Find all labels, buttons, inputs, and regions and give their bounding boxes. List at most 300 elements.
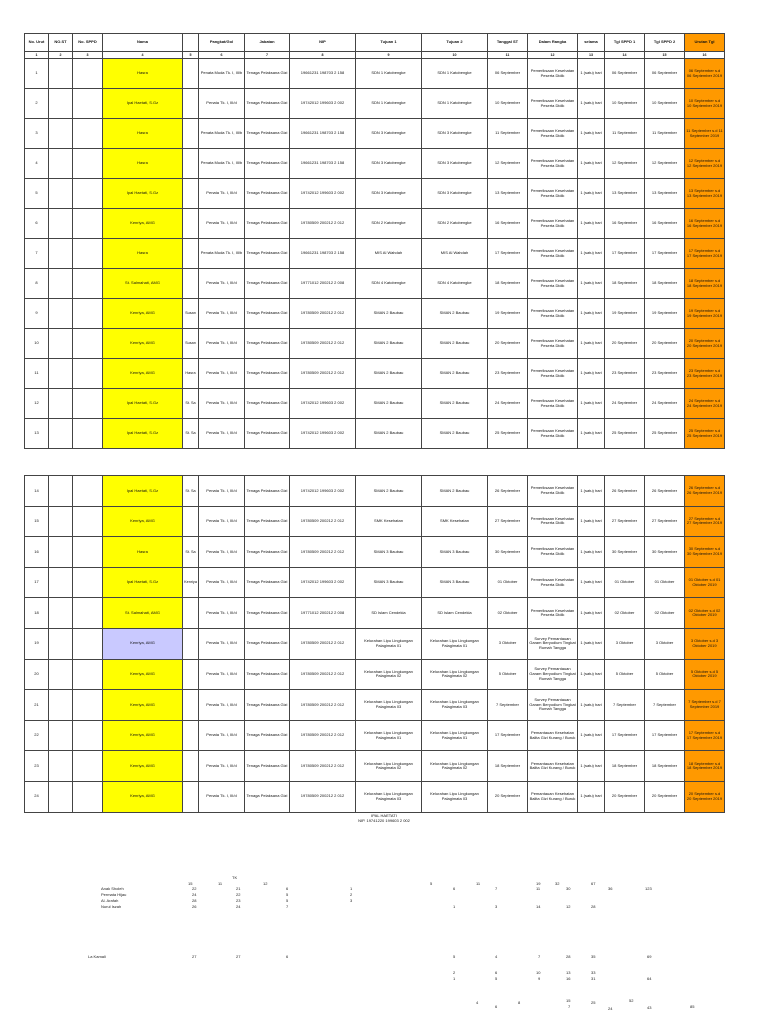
nip-cell: 19780509 200212 2 012: [290, 299, 356, 329]
summary-cell: 6: [495, 970, 498, 975]
sppd-date-2-cell: 02 Oktober: [645, 598, 685, 629]
duration-cell: 1 (satu) hari: [578, 209, 605, 239]
rank-cell: Penata Tk. I, III/d: [199, 269, 245, 299]
summary-cell: 22: [192, 886, 197, 891]
destination-1-cell: Kelurahan Lipu Lingkungan Palagimata 03: [356, 781, 422, 812]
destination-2-cell: Kelurahan Lipu Lingkungan Palagimata 02: [422, 659, 488, 690]
summary-cell: 21: [236, 886, 241, 891]
table-row: [25, 359, 725, 389]
summary-cell: 5: [286, 898, 289, 903]
extra-name-cell: [183, 659, 199, 690]
sppd-date-2-cell: 06 September: [645, 59, 685, 89]
rank-cell: Penata Muda Tk. I, III/b: [199, 119, 245, 149]
column-number-cell: 8: [290, 52, 356, 59]
position-cell: Tenaga Pelaksana Gizi: [245, 89, 290, 119]
name-cell: St. Salmahati, AMG: [103, 269, 183, 299]
position-cell: Tenaga Pelaksana Gizi: [245, 476, 290, 507]
summary-cell: 3: [350, 898, 353, 903]
summary-cell: 27: [236, 954, 241, 959]
destination-2-cell: SMAN 2 Baubau: [422, 359, 488, 389]
summary-cell: 27: [192, 954, 197, 959]
destination-1-cell: SDN 1 Katobengke: [356, 89, 422, 119]
header-cell: Tujuan 2: [422, 34, 488, 52]
header-cell: No. SPPD: [73, 34, 103, 52]
table-row: [25, 476, 725, 507]
sppd-date-1-cell: 18 September: [605, 751, 645, 782]
no-sppd: [73, 506, 103, 537]
nip-cell: 19780509 200212 2 012: [290, 359, 356, 389]
summary-cell: 2: [453, 970, 456, 975]
rank-cell: Penata Tk. I, III/d: [199, 781, 245, 812]
rank-cell: Penata Tk. I, III/d: [199, 299, 245, 329]
no-st: [49, 329, 73, 359]
nip-cell: 19780509 200212 2 012: [290, 781, 356, 812]
summary-cell: Al. Arafah: [101, 898, 119, 903]
duration-cell: 1 (satu) hari: [578, 359, 605, 389]
table-row: [25, 299, 725, 329]
table-row: [25, 751, 725, 782]
nip-cell: 19742012 199603 2 002: [290, 179, 356, 209]
sppd-date-1-cell: 24 September: [605, 389, 645, 419]
st-date-cell: 17 September: [488, 720, 528, 751]
extra-name-cell: [183, 269, 199, 299]
header-cell: selama: [578, 34, 605, 52]
extra-name-cell: St. Sa: [183, 476, 199, 507]
date-range-cell: 17 September s.d 17 September 2019: [685, 720, 725, 751]
column-number-cell: 3: [73, 52, 103, 59]
summary-cell: 11: [218, 881, 223, 886]
position-cell: Tenaga Pelaksana Gizi: [245, 389, 290, 419]
column-number-cell: 4: [103, 52, 183, 59]
sppd-date-2-cell: 5 Oktober: [645, 659, 685, 690]
st-date-cell: 7 September: [488, 690, 528, 721]
destination-2-cell: SMAN 3 Baubau: [422, 537, 488, 568]
summary-cell: 2: [350, 892, 353, 897]
summary-cell: 24: [192, 892, 197, 897]
nip-cell: 19661231 198703 2 158: [290, 59, 356, 89]
no-sppd: [73, 59, 103, 89]
name-cell: Kenriya, AMG: [103, 506, 183, 537]
row-number: 8: [25, 269, 49, 299]
name-cell: Kenriya, AMG: [103, 628, 183, 659]
position-cell: Tenaga Pelaksana Gizi: [245, 359, 290, 389]
summary-cell: 7: [286, 904, 289, 909]
table-row: [25, 690, 725, 721]
sppd-date-2-cell: 7 September: [645, 690, 685, 721]
destination-1-cell: SD Islam Cendekia: [356, 598, 422, 629]
summary-cell: 6: [286, 954, 289, 959]
no-st: [49, 628, 73, 659]
purpose-cell: Pemeriksaan Kesehatan Peserta Didik: [528, 329, 578, 359]
no-st: [49, 567, 73, 598]
summary-cell: 7: [568, 1004, 571, 1009]
header-cell: No. Urut: [25, 34, 49, 52]
duration-cell: 1 (satu) hari: [578, 119, 605, 149]
column-number-cell: 15: [645, 52, 685, 59]
nip-cell: 19661231 198703 2 158: [290, 239, 356, 269]
name-cell: St. Salmahati, AMG: [103, 598, 183, 629]
destination-1-cell: Kelurahan Lipu Lingkungan Palagimata 01: [356, 720, 422, 751]
destination-2-cell: Kelurahan Lipu Lingkungan Palagimata 03: [422, 781, 488, 812]
table-row: [25, 567, 725, 598]
header-cell: Pangkat/Gol: [199, 34, 245, 52]
extra-name-cell: [183, 781, 199, 812]
sppd-date-2-cell: 20 September: [645, 781, 685, 812]
sppd-date-2-cell: 17 September: [645, 720, 685, 751]
no-st: [49, 690, 73, 721]
row-number: 19: [25, 628, 49, 659]
rank-cell: Penata Tk. I, III/d: [199, 690, 245, 721]
rank-cell: Penata Tk. I, III/d: [199, 720, 245, 751]
column-number-cell: 6: [199, 52, 245, 59]
sppd-date-1-cell: 01 Oktober: [605, 567, 645, 598]
row-number: 15: [25, 506, 49, 537]
name-cell: Ipal Haetati, S.Gz: [103, 419, 183, 449]
name-cell: Hasra: [103, 119, 183, 149]
no-st: [49, 476, 73, 507]
position-cell: Tenaga Pelaksana Gizi: [245, 690, 290, 721]
summary-cell: 31: [591, 976, 596, 981]
destination-1-cell: SDN 4 Katobengke: [356, 269, 422, 299]
date-range-cell: 26 September s.d 26 September 2019: [685, 476, 725, 507]
st-date-cell: 30 September: [488, 537, 528, 568]
summary-cell: 15: [188, 881, 193, 886]
purpose-cell: Pemeriksaan Kesehatan Peserta Didik: [528, 239, 578, 269]
extra-name-cell: [183, 239, 199, 269]
sppd-date-2-cell: 10 September: [645, 89, 685, 119]
st-date-cell: 5 Oktober: [488, 659, 528, 690]
destination-2-cell: Kelurahan Lipu Lingkungan Palagimata 01: [422, 720, 488, 751]
destination-1-cell: SMAN 3 Baubau: [356, 537, 422, 568]
row-number: 24: [25, 781, 49, 812]
nip-cell: 19771012 200212 2 008: [290, 598, 356, 629]
summary-cell: 23: [236, 898, 241, 903]
sppd-date-1-cell: 17 September: [605, 720, 645, 751]
row-number: 1: [25, 59, 49, 89]
row-number: 20: [25, 659, 49, 690]
no-st: [49, 179, 73, 209]
header-cell: Tgl SPPD 1: [605, 34, 645, 52]
rank-cell: Penata Tk. I, III/d: [199, 359, 245, 389]
purpose-cell: Survey Pemantauan Garam Beryodium Tingkat Rumah Tangga: [528, 659, 578, 690]
sppd-date-1-cell: 10 September: [605, 89, 645, 119]
summary-cell: 30: [566, 886, 571, 891]
column-number-cell: 1: [25, 52, 49, 59]
nip-cell: 19742012 199603 2 002: [290, 567, 356, 598]
purpose-cell: Survey Pemantauan Garam Beryodium Tingkat Rumah Tangga: [528, 628, 578, 659]
summary-cell: 5: [453, 954, 456, 959]
duration-cell: 1 (satu) hari: [578, 179, 605, 209]
destination-1-cell: SDN 1 Katobengke: [356, 59, 422, 89]
st-date-cell: 18 September: [488, 751, 528, 782]
table-row: [25, 598, 725, 629]
position-cell: Tenaga Pelaksana Gizi: [245, 209, 290, 239]
header-cell: Jabatan: [245, 34, 290, 52]
destination-1-cell: SDN 3 Katobengke: [356, 119, 422, 149]
name-cell: Hasra: [103, 537, 183, 568]
header-cell: Dalam Rangka: [528, 34, 578, 52]
position-cell: Tenaga Pelaksana Gizi: [245, 659, 290, 690]
name-cell: Hasra: [103, 149, 183, 179]
date-range-cell: 12 September s.d 12 September 2019: [685, 149, 725, 179]
rank-cell: Penata Muda Tk. I, III/b: [199, 59, 245, 89]
rank-cell: Penata Tk. I, III/d: [199, 476, 245, 507]
extra-name-cell: [183, 628, 199, 659]
destination-2-cell: SMAN 2 Baubau: [422, 476, 488, 507]
no-sppd: [73, 419, 103, 449]
no-st: [49, 359, 73, 389]
duration-cell: 1 (satu) hari: [578, 598, 605, 629]
no-st: [49, 299, 73, 329]
position-cell: Tenaga Pelaksana Gizi: [245, 567, 290, 598]
destination-2-cell: SMAN 2 Baubau: [422, 299, 488, 329]
nip-cell: 19780509 200212 2 012: [290, 690, 356, 721]
extra-name-cell: [183, 598, 199, 629]
sppd-date-2-cell: 18 September: [645, 751, 685, 782]
position-cell: Tenaga Pelaksana Gizi: [245, 329, 290, 359]
rank-cell: Penata Tk. I, III/d: [199, 506, 245, 537]
summary-cell: 12: [566, 904, 571, 909]
destination-1-cell: SMAN 2 Baubau: [356, 476, 422, 507]
duration-cell: 1 (satu) hari: [578, 781, 605, 812]
date-range-cell: 24 September s.d 24 September 2019: [685, 389, 725, 419]
summary-cell: 6: [453, 886, 456, 891]
summary-cell: 22: [236, 892, 241, 897]
destination-2-cell: SDN 1 Katobengke: [422, 89, 488, 119]
summary-cell: 16: [566, 976, 571, 981]
sppd-date-1-cell: 06 September: [605, 59, 645, 89]
purpose-cell: Pemeriksaan Kesehatan Peserta Didik: [528, 506, 578, 537]
sppd-date-2-cell: 19 September: [645, 299, 685, 329]
row-number: 12: [25, 389, 49, 419]
table-row: [25, 720, 725, 751]
summary-cell: 26: [192, 904, 197, 909]
table-row: [25, 419, 725, 449]
date-range-cell: 19 September s.d 19 September 2019: [685, 299, 725, 329]
purpose-cell: Pemantauan Kesehatan Balita Gizi Kurang / Buruk: [528, 720, 578, 751]
purpose-cell: Pemeriksaan Kesehatan Peserta Didik: [528, 119, 578, 149]
header-cell: Tujuan 1: [356, 34, 422, 52]
date-range-cell: 7 September s.d 7 September 2019: [685, 690, 725, 721]
summary-cell: 28: [192, 898, 197, 903]
no-sppd: [73, 567, 103, 598]
table-row: [25, 179, 725, 209]
sppd-date-1-cell: 13 September: [605, 179, 645, 209]
no-st: [49, 209, 73, 239]
date-range-cell: 20 September s.d 20 September 2019: [685, 329, 725, 359]
sppd-date-2-cell: 12 September: [645, 149, 685, 179]
summary-cell: 32: [555, 881, 560, 886]
purpose-cell: Pemeriksaan Kesehatan Peserta Didik: [528, 299, 578, 329]
summary-cell: 64: [647, 976, 652, 981]
name-cell: Ipal Haetati, S.Gz: [103, 179, 183, 209]
name-cell: Kenriya, AMG: [103, 659, 183, 690]
destination-2-cell: SMAN 2 Baubau: [422, 419, 488, 449]
sppd-date-1-cell: 18 September: [605, 269, 645, 299]
nip-cell: 19780509 200212 2 012: [290, 628, 356, 659]
position-cell: Tenaga Pelaksana Gizi: [245, 537, 290, 568]
destination-1-cell: SMAN 2 Baubau: [356, 389, 422, 419]
name-cell: Kenriya, AMG: [103, 751, 183, 782]
row-number: 23: [25, 751, 49, 782]
purpose-cell: Pemeriksaan Kesehatan Peserta Didik: [528, 419, 578, 449]
sppd-date-1-cell: 02 Oktober: [605, 598, 645, 629]
destination-2-cell: SDN 3 Katobengke: [422, 119, 488, 149]
extra-name-cell: [183, 751, 199, 782]
no-st: [49, 239, 73, 269]
name-cell: Kenriya, AMG: [103, 299, 183, 329]
st-date-cell: 17 September: [488, 239, 528, 269]
extra-name-cell: St. Sa: [183, 537, 199, 568]
purpose-cell: Pemeriksaan Kesehatan Peserta Didik: [528, 389, 578, 419]
sppd-date-1-cell: 5 Oktober: [605, 659, 645, 690]
extra-name-cell: Susan: [183, 299, 199, 329]
sppd-date-1-cell: 7 September: [605, 690, 645, 721]
st-date-cell: 16 September: [488, 209, 528, 239]
column-number-cell: 5: [183, 52, 199, 59]
position-cell: Tenaga Pelaksana Gizi: [245, 419, 290, 449]
column-number-cell: 11: [488, 52, 528, 59]
st-date-cell: 20 September: [488, 781, 528, 812]
table-row: [25, 389, 725, 419]
position-cell: Tenaga Pelaksana Gizi: [245, 299, 290, 329]
position-cell: Tenaga Pelaksana Gizi: [245, 506, 290, 537]
summary-cell: 33: [591, 970, 596, 975]
summary-cell: 1: [453, 904, 456, 909]
duration-cell: 1 (satu) hari: [578, 239, 605, 269]
name-cell: Ipal Haetati, S.Gz: [103, 476, 183, 507]
destination-2-cell: SDN 1 Katobengke: [422, 59, 488, 89]
summary-cell: 67: [591, 881, 596, 886]
row-number: 2: [25, 89, 49, 119]
header-cell: NO.ST: [49, 34, 73, 52]
duration-cell: 1 (satu) hari: [578, 628, 605, 659]
summary-cell: 3: [495, 904, 498, 909]
name-cell: Ipal Haetati, S.Gz: [103, 89, 183, 119]
table-row: [25, 239, 725, 269]
summary-cell: 7: [495, 886, 498, 891]
summary-cell: 9: [538, 976, 541, 981]
sppd-date-2-cell: 25 September: [645, 419, 685, 449]
date-range-cell: 13 September s.d 13 September 2019: [685, 179, 725, 209]
date-range-cell: 23 September s.d 23 September 2019: [685, 359, 725, 389]
position-cell: Tenaga Pelaksana Gizi: [245, 269, 290, 299]
date-range-cell: 16 September s.d 16 September 2019: [685, 209, 725, 239]
nip-cell: 19661231 198703 2 158: [290, 149, 356, 179]
sppd-date-1-cell: 20 September: [605, 781, 645, 812]
rank-cell: Penata Tk. I, III/d: [199, 209, 245, 239]
date-range-cell: 18 September s.d 18 September 2019: [685, 269, 725, 299]
date-range-cell: 01 Oktober s.d 01 Oktober 2019: [685, 567, 725, 598]
name-cell: Hasra: [103, 59, 183, 89]
destination-2-cell: SDN 4 Katobengke: [422, 269, 488, 299]
sppd-date-1-cell: 19 September: [605, 299, 645, 329]
extra-name-cell: [183, 59, 199, 89]
summary-cell: Nurul Iszah: [101, 904, 122, 909]
nip-cell: 19742012 199603 2 002: [290, 476, 356, 507]
purpose-cell: Pemeriksaan Kesehatan Peserta Didik: [528, 476, 578, 507]
nip-cell: 19780509 200212 2 012: [290, 209, 356, 239]
sppd-date-1-cell: 27 September: [605, 506, 645, 537]
summary-cell: 12: [263, 881, 268, 886]
extra-name-cell: St. Sa: [183, 389, 199, 419]
no-sppd: [73, 359, 103, 389]
table-row: [25, 89, 725, 119]
purpose-cell: Pemeriksaan Kesehatan Peserta Didik: [528, 269, 578, 299]
summary-cell: 85: [690, 1004, 695, 1009]
extra-name-cell: [183, 506, 199, 537]
extra-name-cell: [183, 149, 199, 179]
purpose-cell: Survey Pemantauan Garam Beryodium Tingkat Rumah Tangga: [528, 690, 578, 721]
purpose-cell: Pemeriksaan Kesehatan Peserta Didik: [528, 598, 578, 629]
column-number-row: [25, 52, 725, 59]
sppd-date-2-cell: 01 Oktober: [645, 567, 685, 598]
purpose-cell: Pemeriksaan Kesehatan Peserta Didik: [528, 89, 578, 119]
no-st: [49, 149, 73, 179]
st-date-cell: 10 September: [488, 89, 528, 119]
nip-cell: 19742012 199603 2 002: [290, 89, 356, 119]
st-date-cell: 06 September: [488, 59, 528, 89]
sppd-date-2-cell: 20 September: [645, 329, 685, 359]
extra-name-cell: [183, 209, 199, 239]
extra-name-cell: [183, 720, 199, 751]
rank-cell: Penata Tk. I, III/d: [199, 659, 245, 690]
row-number: 17: [25, 567, 49, 598]
column-number-cell: 12: [528, 52, 578, 59]
table-row: [25, 659, 725, 690]
table-row: [25, 781, 725, 812]
no-st: [49, 269, 73, 299]
rank-cell: Penata Tk. I, III/d: [199, 598, 245, 629]
no-sppd: [73, 476, 103, 507]
no-sppd: [73, 720, 103, 751]
no-st: [49, 598, 73, 629]
summary-cell: 5: [430, 881, 433, 886]
no-st: [49, 59, 73, 89]
nip-cell: 19742012 199603 2 002: [290, 389, 356, 419]
header-cell: [183, 34, 199, 52]
sppd-date-1-cell: 3 Oktober: [605, 628, 645, 659]
destination-1-cell: SMAN 2 Baubau: [356, 419, 422, 449]
rank-cell: Penata Tk. I, III/d: [199, 751, 245, 782]
no-st: [49, 720, 73, 751]
sppd-date-2-cell: 11 September: [645, 119, 685, 149]
sppd-date-1-cell: 20 September: [605, 329, 645, 359]
row-number: 16: [25, 537, 49, 568]
rank-cell: Penata Muda Tk. I, III/b: [199, 239, 245, 269]
rank-cell: Penata Tk. I, III/d: [199, 537, 245, 568]
st-date-cell: 19 September: [488, 299, 528, 329]
summary-cell: 8: [518, 1000, 521, 1005]
purpose-cell: Pemantauan Kesehatan Balita Gizi Kurang / Buruk: [528, 751, 578, 782]
no-sppd: [73, 751, 103, 782]
sppd-date-2-cell: 27 September: [645, 506, 685, 537]
extra-name-cell: Hasra: [183, 359, 199, 389]
st-date-cell: 11 September: [488, 119, 528, 149]
duration-cell: 1 (satu) hari: [578, 537, 605, 568]
summary-cell: 4: [476, 1000, 479, 1005]
no-st: [49, 659, 73, 690]
table-row: [25, 119, 725, 149]
name-cell: Kenriya, AMG: [103, 781, 183, 812]
name-cell: Ipal Haetati, S.Gz: [103, 389, 183, 419]
summary-cell: 1: [350, 886, 353, 891]
extra-name-cell: St. Sa: [183, 419, 199, 449]
st-date-cell: 12 September: [488, 149, 528, 179]
row-number: 7: [25, 239, 49, 269]
no-st: [49, 89, 73, 119]
name-cell: Kenriya, AMG: [103, 720, 183, 751]
